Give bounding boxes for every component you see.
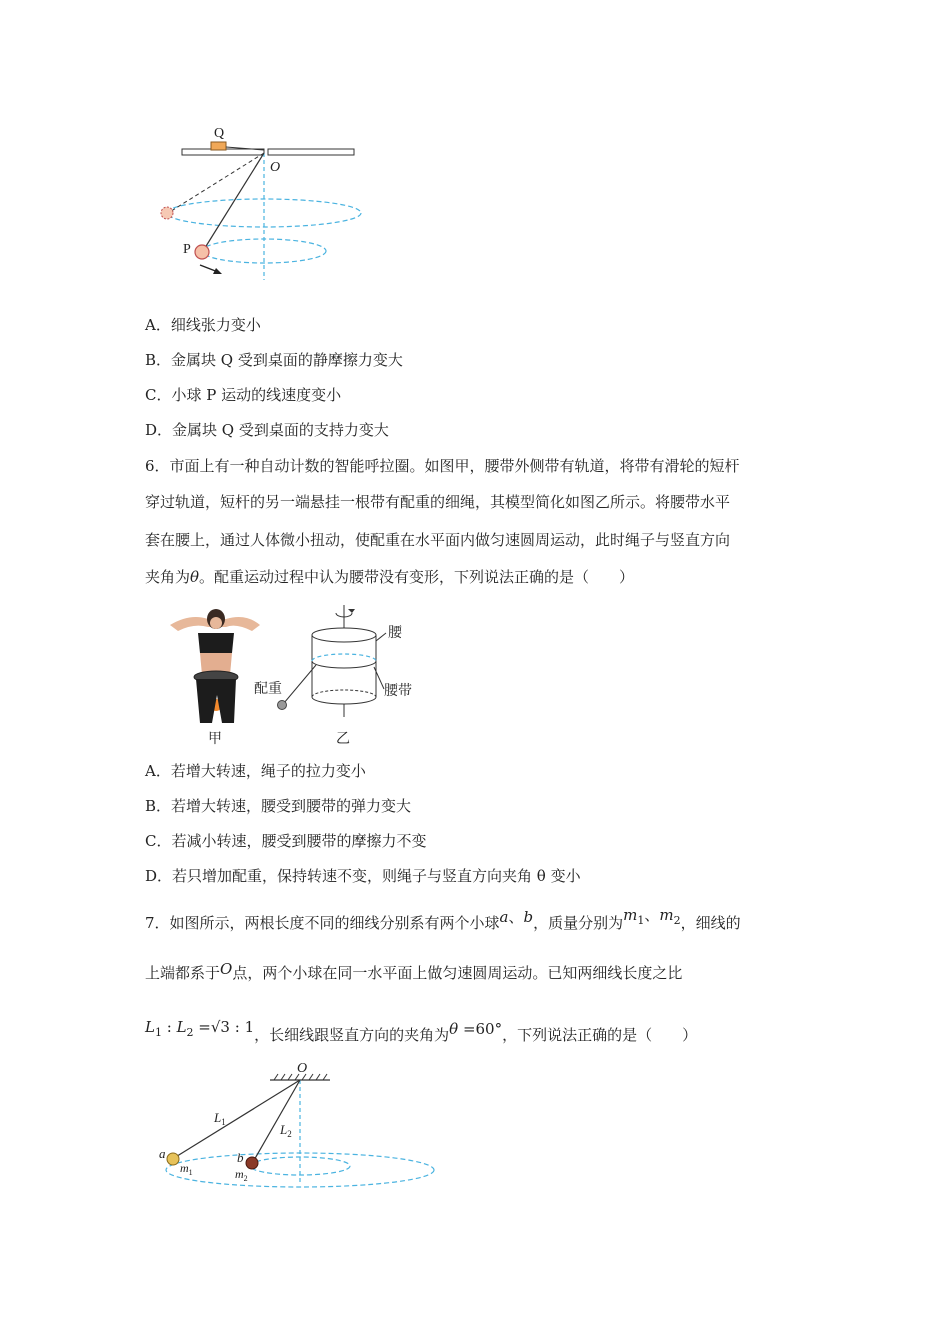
ball-a [167, 1153, 179, 1165]
table-right [268, 149, 354, 155]
label-jia: 甲 [208, 732, 222, 747]
q6-option-d: D．若只增加配重，保持转速不变，则绳子与竖直方向夹角 θ 变小 [145, 867, 581, 885]
theta-symbol: θ [190, 568, 200, 586]
weight-ball [278, 701, 287, 710]
label-m1: $m_1$ [180, 1161, 193, 1177]
length-ratio: $L_1$ : $L_2 =√3$ : 1 [145, 1018, 255, 1039]
ball-old-position [161, 207, 173, 219]
q7-stem-line1: 7．如图所示，两根长度不同的细线分别系有两个小球a、b，质量分别为$m_1$、$m_2$，细线的 [145, 906, 741, 932]
q5-option-c: C．小球 P 运动的线速度变小 [145, 386, 342, 404]
q5-option-a: A．细线张力变小 [145, 316, 261, 334]
label-l2: $L_2$ [280, 1122, 292, 1139]
figure-q6 [160, 605, 430, 750]
label-yaodai: 腰带 [384, 684, 412, 699]
q6-option-c: C．若减小转速，腰受到腰带的摩擦力不变 [145, 832, 427, 850]
q6-stem-line1: 6．市面上有一种自动计数的智能呼拉圈。如图甲，腰带外侧带有轨道，将带有滑轮的短杆 [145, 457, 740, 475]
label-l1: $L_1$ [214, 1110, 226, 1127]
person-illustration [170, 609, 260, 723]
block-q [211, 142, 226, 150]
q6-stem-line2: 穿过轨道，短杆的另一端悬挂一根带有配重的细绳，其模型简化如图乙所示。将腰带水平 [145, 493, 731, 511]
figure-q5 [150, 115, 380, 285]
ball-a-symbol: a [499, 908, 509, 926]
label-o: O [270, 160, 281, 175]
label-a7: a [159, 1146, 166, 1161]
q5-option-b: B．金属块 Q 受到桌面的静摩擦力变大 [145, 351, 403, 369]
label-yi: 乙 [336, 732, 350, 747]
q6-stem-line3: 套在腰上，通过人体微小扭动，使配重在水平面内做匀速圆周运动，此时绳子与竖直方向 [145, 531, 731, 549]
q6-option-b: B．若增大转速，腰受到腰带的弹力变大 [145, 797, 412, 815]
label-m2: $m_2$ [235, 1167, 248, 1183]
label-b7: b [237, 1150, 244, 1165]
q5-option-d: D．金属块 Q 受到桌面的支持力变大 [145, 421, 389, 439]
label-yao: 腰 [388, 626, 402, 641]
ball-p [195, 245, 209, 259]
label-o7: O [297, 1061, 308, 1076]
label-q: Q [214, 126, 225, 141]
cylinder-model [278, 605, 387, 717]
figure-q7 [150, 1060, 450, 1190]
angle-expression: θ =60° [449, 1020, 503, 1038]
q6-stem-line4: 夹角为θ。配重运动过程中认为腰带没有变形，下列说法正确的是（ ） [145, 568, 635, 586]
q6-option-a: A．若增大转速，绳子的拉力变小 [145, 762, 366, 780]
label-peizhong: 配重 [254, 682, 282, 697]
ball-b [246, 1157, 258, 1169]
q7-stem-line3: $L_1$ : $L_2 =√3$ : 1，长细线跟竖直方向的夹角为θ =60°，下列说法正确的是（ ） [145, 1018, 698, 1044]
label-p: P [183, 242, 191, 257]
ball-b-symbol: b [523, 908, 534, 926]
point-o-symbol: O [220, 960, 233, 978]
q7-stem-line2: 上端都系于O点，两个小球在同一水平面上做匀速圆周运动。已知两细线长度之比 [145, 960, 683, 982]
